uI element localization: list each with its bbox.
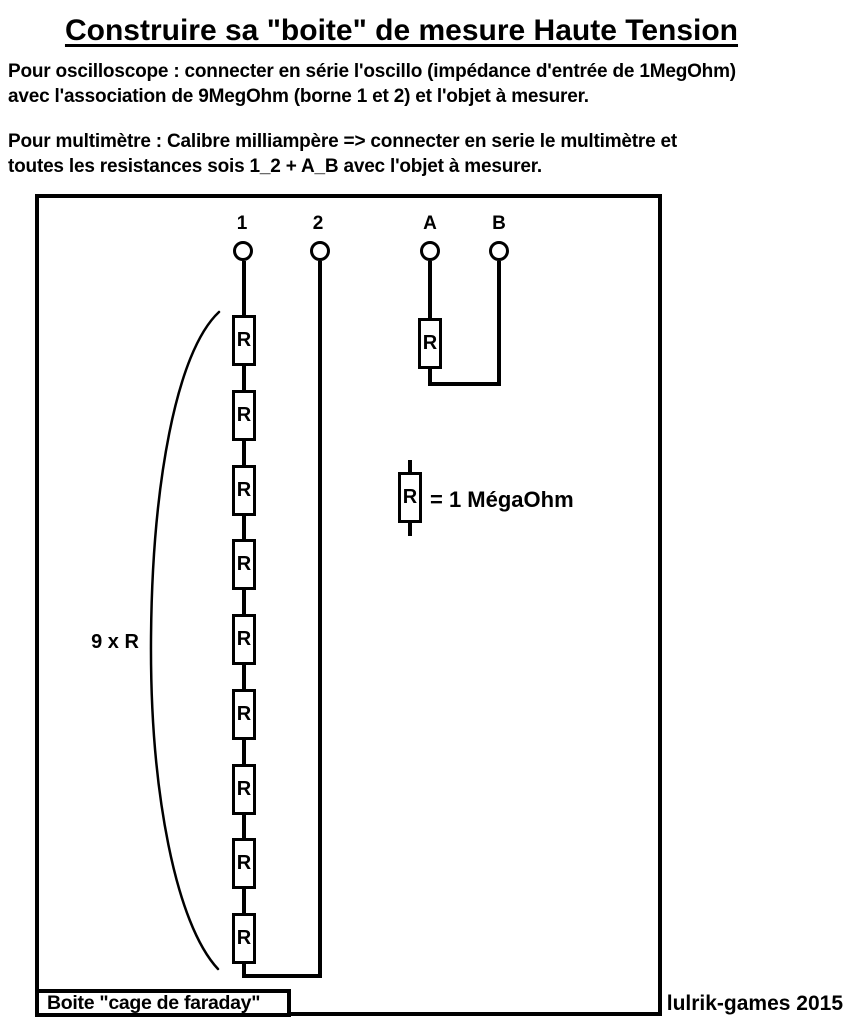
resistor-1: R — [232, 315, 256, 366]
resistor-2: R — [232, 390, 256, 441]
resistor-7: R — [232, 764, 256, 815]
legend-value: = 1 MégaOhm — [430, 487, 574, 512]
resistor-4: R — [232, 539, 256, 590]
intro-multimetre-line2: toutes les resistances sois 1_2 + A_B avec l'objet à mesurer. — [8, 156, 542, 177]
credit-text: lulrik-games 2015 — [666, 992, 843, 1015]
legend-resistor: R — [398, 472, 422, 523]
page-title: Construire sa "boite" de mesure Haute Tension — [64, 14, 739, 47]
intro-oscilloscope-line2: avec l'association de 9MegOhm (borne 1 et 2) et l'objet à mesurer. — [8, 86, 589, 107]
resistor-9: R — [232, 913, 256, 964]
terminal-a-label: A — [423, 213, 437, 234]
terminal-2-label: 2 — [312, 213, 324, 234]
intro-multimetre-line1: Pour multimètre : Calibre milliampère => connecter en serie le multimètre et — [8, 131, 678, 152]
enclosure-label-box — [35, 989, 291, 1017]
series-count-label: 9 x R — [91, 631, 139, 653]
intro-oscilloscope-line1: Pour oscilloscope : connecter en série l'oscillo (impédance d'entrée de 1MegOhm) — [8, 61, 736, 82]
resistor-ab: R — [418, 318, 442, 369]
resistor-8: R — [232, 838, 256, 889]
terminal-1-label: 1 — [236, 213, 248, 234]
resistor-3: R — [232, 465, 256, 516]
resistor-5: R — [232, 614, 256, 665]
resistor-6: R — [232, 689, 256, 740]
enclosure-label: Boite "cage de faraday" — [47, 991, 261, 1014]
terminal-b-label: B — [492, 213, 506, 234]
